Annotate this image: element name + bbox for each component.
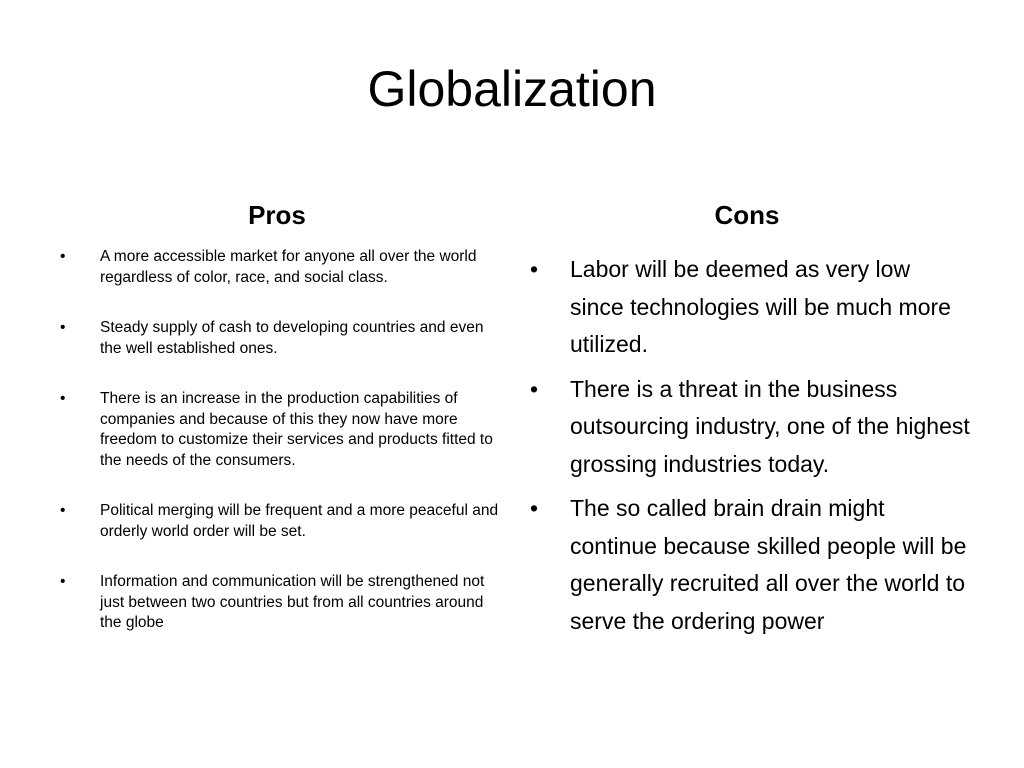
pros-item-text: A more accessible market for anyone all over the world regardless of color, race, and social class.: [100, 248, 477, 286]
cons-item-text: Labor will be deemed as very low since technologies will be much more utilized.: [570, 256, 951, 357]
bullet-icon: •: [60, 319, 66, 336]
pros-item-text: There is an increase in the production capabilities of companies and because of this they now have more freedom to customize their services and products fitted to the needs of the consumers.: [100, 390, 493, 469]
bullet-icon: •: [60, 502, 66, 519]
cons-item-text: The so called brain drain might continue because skilled people will be generally recruited all over the world to serve the ordering power: [570, 495, 967, 634]
bullet-icon: •: [530, 495, 539, 521]
slide-title: Globalization: [367, 61, 657, 117]
pros-item-text: Steady supply of cash to developing countries and even the well established ones.: [100, 319, 484, 357]
pros-list-item: [60, 247, 500, 288]
bullet-icon: •: [60, 390, 66, 407]
bullet-icon: •: [60, 248, 66, 265]
pros-list-item: [60, 318, 500, 359]
pros-list-item: [60, 389, 500, 471]
cons-item-text: There is a threat in the business outsourcing industry, one of the highest grossing industries today.: [570, 375, 970, 477]
cons-list-item: [530, 371, 970, 484]
pros-list-item: [60, 501, 500, 542]
pros-list: [60, 247, 500, 664]
bullet-icon: •: [530, 375, 539, 402]
pros-item-text: Information and communication will be strengthened not just between two countries but from all countries around the globe: [100, 573, 485, 631]
bullet-icon: •: [60, 573, 66, 590]
pros-heading: Pros: [248, 200, 306, 230]
cons-list: [530, 251, 970, 647]
pros-list-item: [60, 572, 500, 634]
cons-list-item: [530, 490, 970, 640]
bullet-icon: •: [530, 256, 539, 282]
cons-list-item: [530, 251, 970, 364]
cons-heading: Cons: [714, 200, 780, 230]
pros-item-text: Political merging will be frequent and a more peaceful and orderly world order will be set.: [100, 502, 499, 540]
